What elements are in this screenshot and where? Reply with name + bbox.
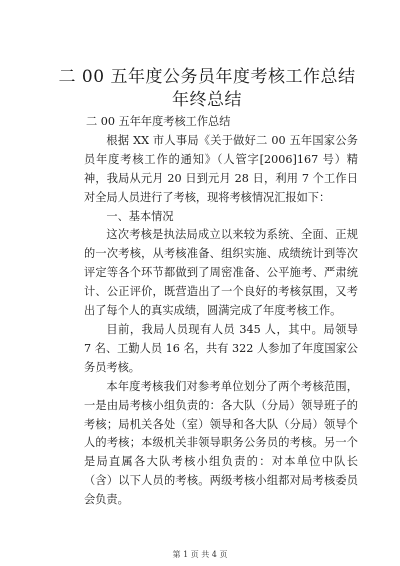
paragraph-assessment-scope: 本年度考核我们对参考单位划分了两个考核范围，一是由局考核小组负责的：各大队（分局）领导班子的考核；局机关各处（室）领导和各大队（分局）领导个人的考核；本级机关非领导职务公务员的考核。另一个是局直属各大队考核小组负责的：对本单位中队长（含）以下人员的考核。两级考核小组都对局考核委员会负责。 <box>84 379 358 507</box>
paragraph-staff-count: 目前，我局人员现有人员 345 人，其中。局领导 7 名、工勤人员 16 名，共有 322 人参加了年度国家公务员考核。 <box>84 322 358 374</box>
document-body <box>84 113 358 510</box>
document-subtitle: 二 00 五年年度考核工作总结 <box>86 115 231 128</box>
document-title: 二 00 五年度公务员年度考核工作总结年终总结 <box>58 67 356 110</box>
paragraph-intro: 根据 XX 市人事局《关于做好二 00 五年国家公务员年度考核工作的通知》（人管字[2006]167 号）精神，我局从元月 20 日到元月 28 日，利用 7 个工作日对全局人员进行了考核，现将考核情况汇报如下： <box>84 133 358 204</box>
page-number-footer: 第 1 页 共 4 页 <box>172 550 228 559</box>
section-heading-basic-situation: 一、基本情况 <box>106 209 174 223</box>
paragraph-assessment-overview: 这次考核是执法局成立以来较为系统、全面、正规的一次考核，从考核准备、组织实施、成绩统计到等次评定等各个环节都做到了周密准备、公平施考、严肃统计、公正评价，既营造出了一个良好的考核氛围，又考出了每个人的真实成绩，圆满完成了年度考核工作。 <box>84 228 358 318</box>
